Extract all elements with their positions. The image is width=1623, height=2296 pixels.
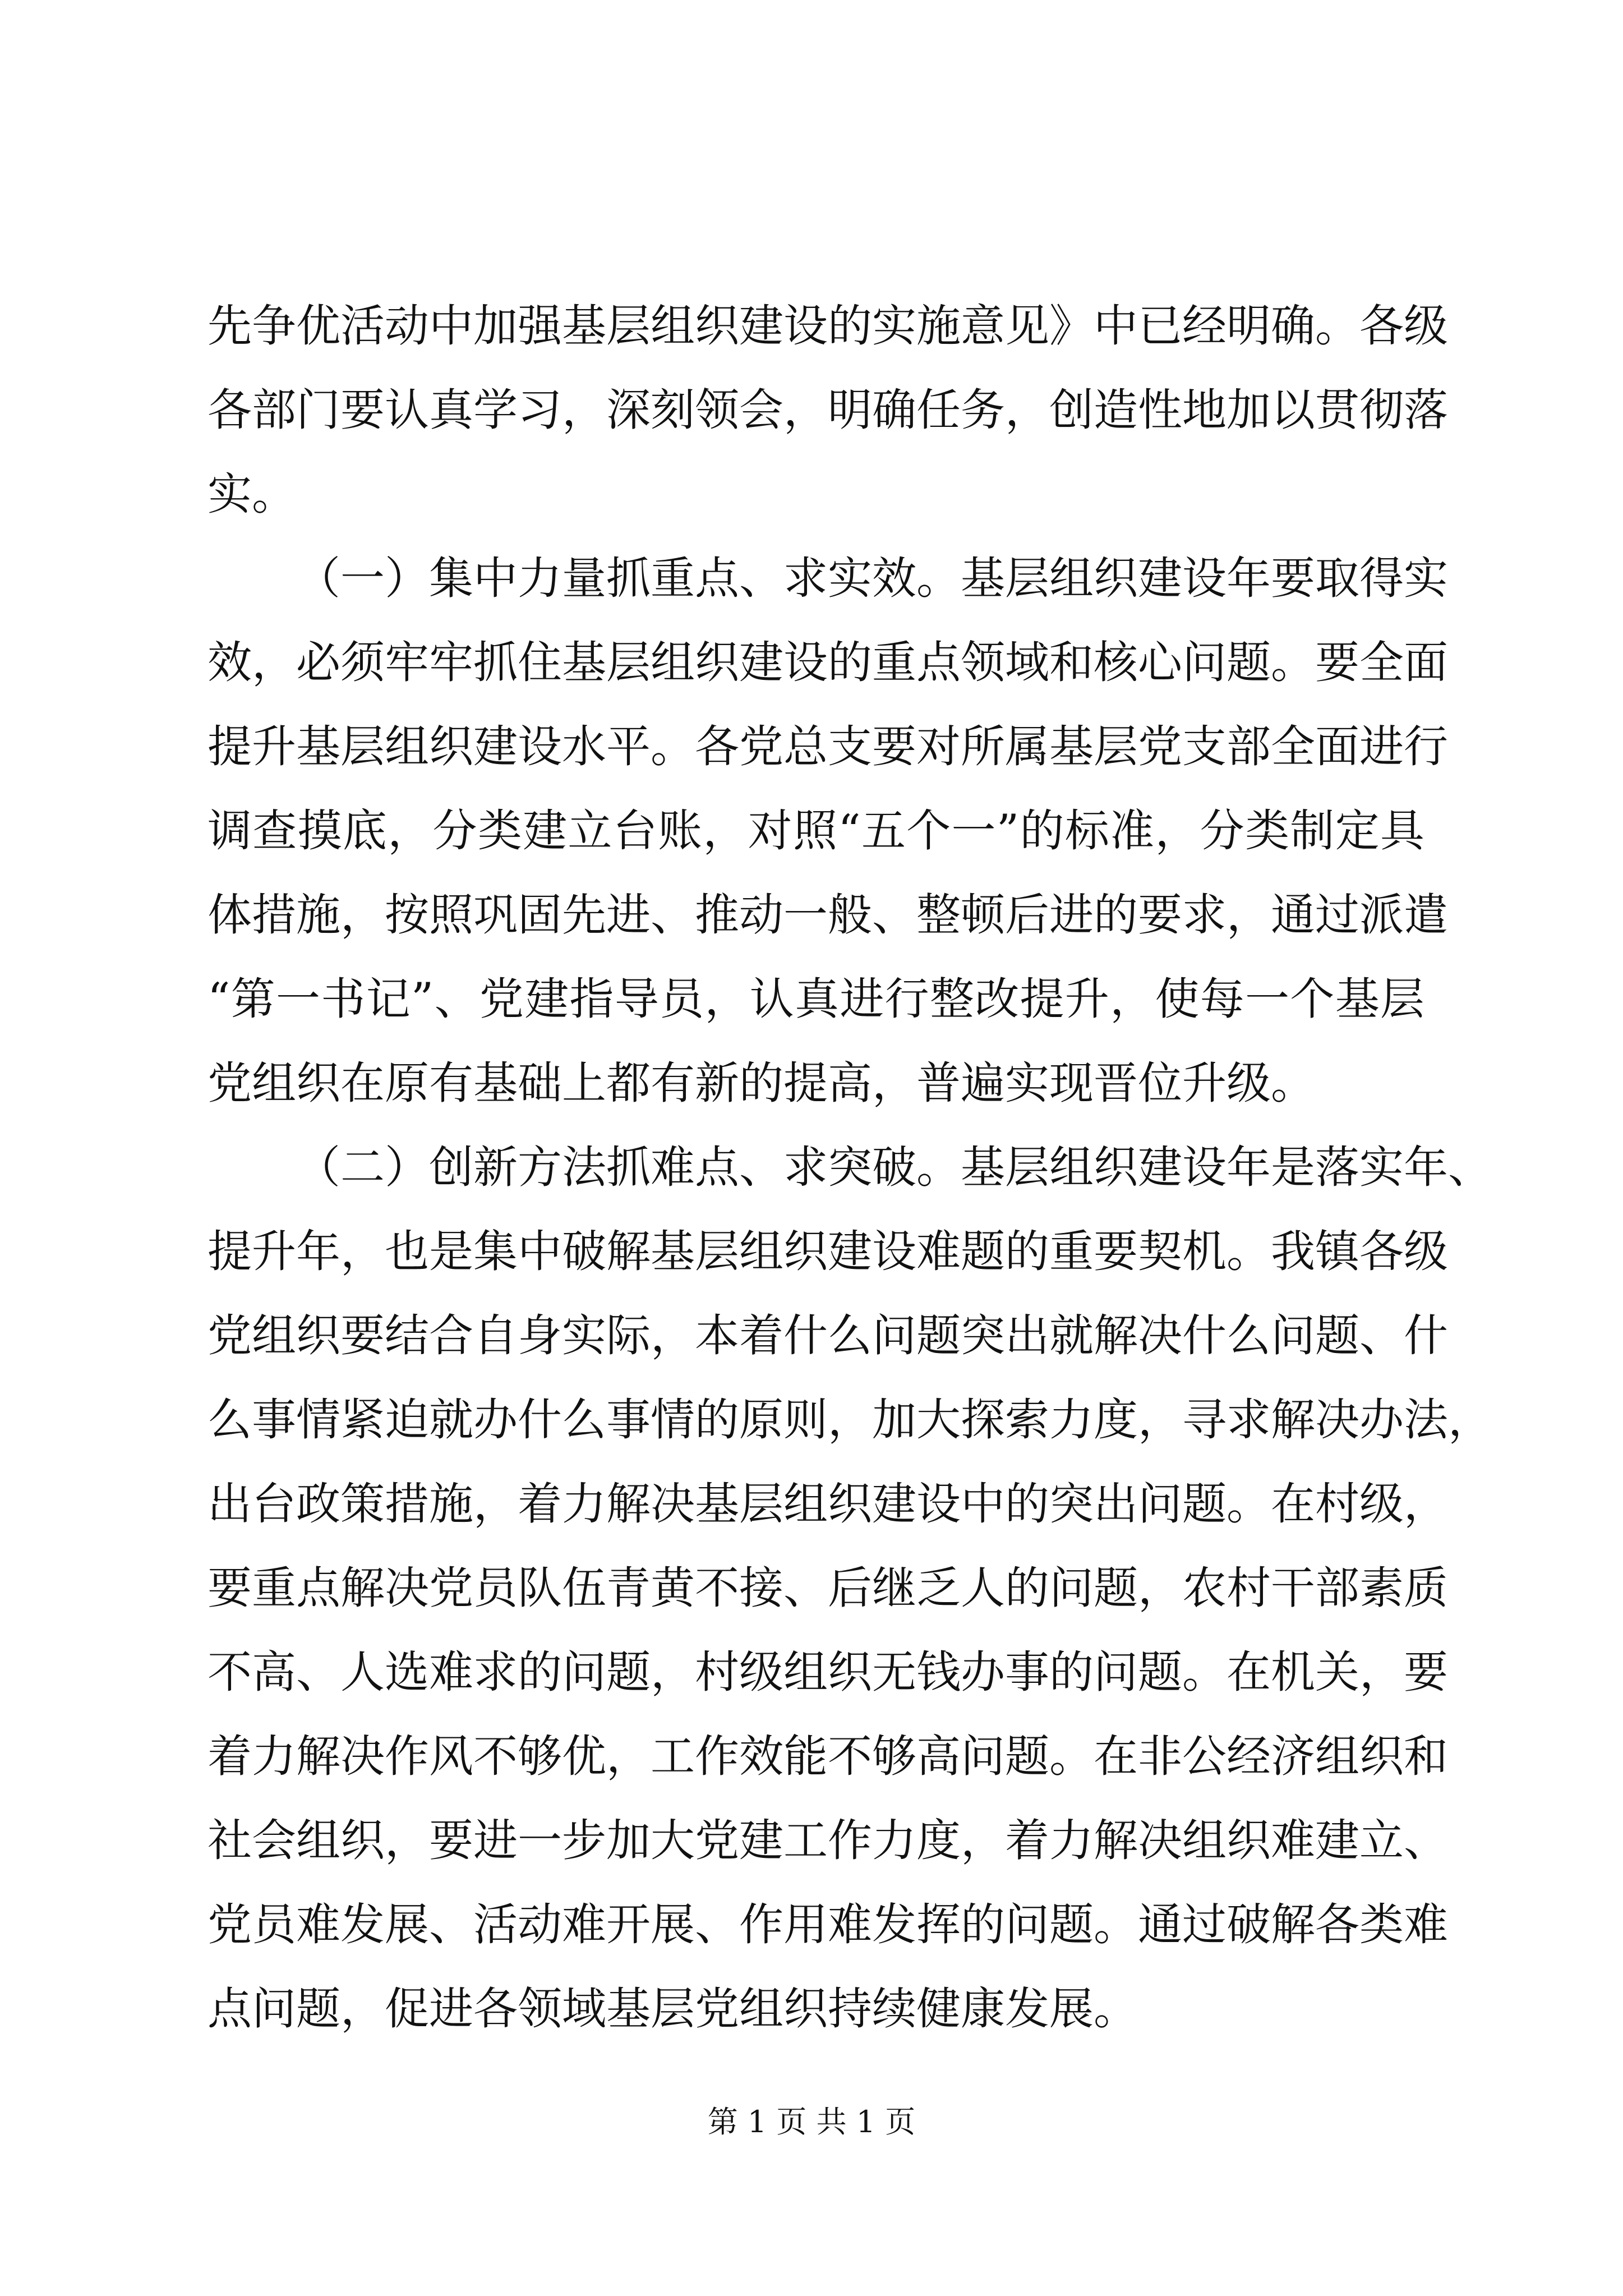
page-number: 第 1 页 共 1 页 xyxy=(707,2104,916,2139)
text-line: “第一书记”、党建指导员，认真进行整改提升，使每一个基层 xyxy=(208,973,1424,1025)
text-line: 不高、人选难求的问题，村级组织无钱办事的问题。在机关，要 xyxy=(208,1646,1448,1698)
text-line: （二）创新方法抓难点、求突破。基层组织建设年是落实年、 xyxy=(296,1142,1492,1193)
text-line: （一）集中力量抓重点、求实效。基层组织建设年要取得实 xyxy=(296,553,1448,604)
text-line: 党组织在原有基础上都有新的提高，普遍实现晋位升级。 xyxy=(208,1057,1315,1109)
page-footer xyxy=(0,2102,1623,2142)
text-line: 要重点解决党员队伍青黄不接、后继乏人的问题，农村干部素质 xyxy=(208,1562,1448,1614)
text-line: 各部门要认真学习，深刻领会，明确任务，创造性地加以贯彻落 xyxy=(208,384,1448,436)
text-line: 社会组织，要进一步加大党建工作力度，着力解决组织难建立、 xyxy=(208,1815,1448,1866)
text-line: 效，必须牢牢抓住基层组织建设的重点领域和核心问题。要全面 xyxy=(208,637,1448,688)
text-line: 党员难发展、活动难开展、作用难发挥的问题。通过破解各类难 xyxy=(208,1899,1448,1950)
paragraph xyxy=(208,284,1448,536)
text-line: 点问题，促进各领域基层党组织持续健康发展。 xyxy=(208,1983,1138,2035)
text-line: 先争优活动中加强基层组织建设的实施意见》中已经明确。各级 xyxy=(208,300,1448,352)
text-line: 调查摸底，分类建立台账，对照“五个一”的标准，分类制定具 xyxy=(208,805,1424,857)
paragraph xyxy=(208,1125,1492,2051)
paragraph xyxy=(208,536,1448,1125)
text-line: 着力解决作风不够优，工作效能不够高问题。在非公经济组织和 xyxy=(208,1731,1448,1782)
text-line: 么事情紧迫就办什么事情的原则，加大探索力度，寻求解决办法， xyxy=(208,1394,1492,1446)
text-line: 体措施，按照巩固先进、推动一般、整顿后进的要求，通过派遣 xyxy=(208,889,1448,941)
text-line: 党组织要结合自身实际，本着什么问题突出就解决什么问题、什 xyxy=(208,1310,1448,1361)
text-line: 实。 xyxy=(208,468,296,520)
text-line: 出台政策措施，着力解决基层组织建设中的突出问题。在村级， xyxy=(208,1478,1448,1530)
document-body xyxy=(208,284,1492,2051)
text-line: 提升年，也是集中破解基层组织建设难题的重要契机。我镇各级 xyxy=(208,1226,1448,1277)
text-line: 提升基层组织建设水平。各党总支要对所属基层党支部全面进行 xyxy=(208,721,1448,772)
